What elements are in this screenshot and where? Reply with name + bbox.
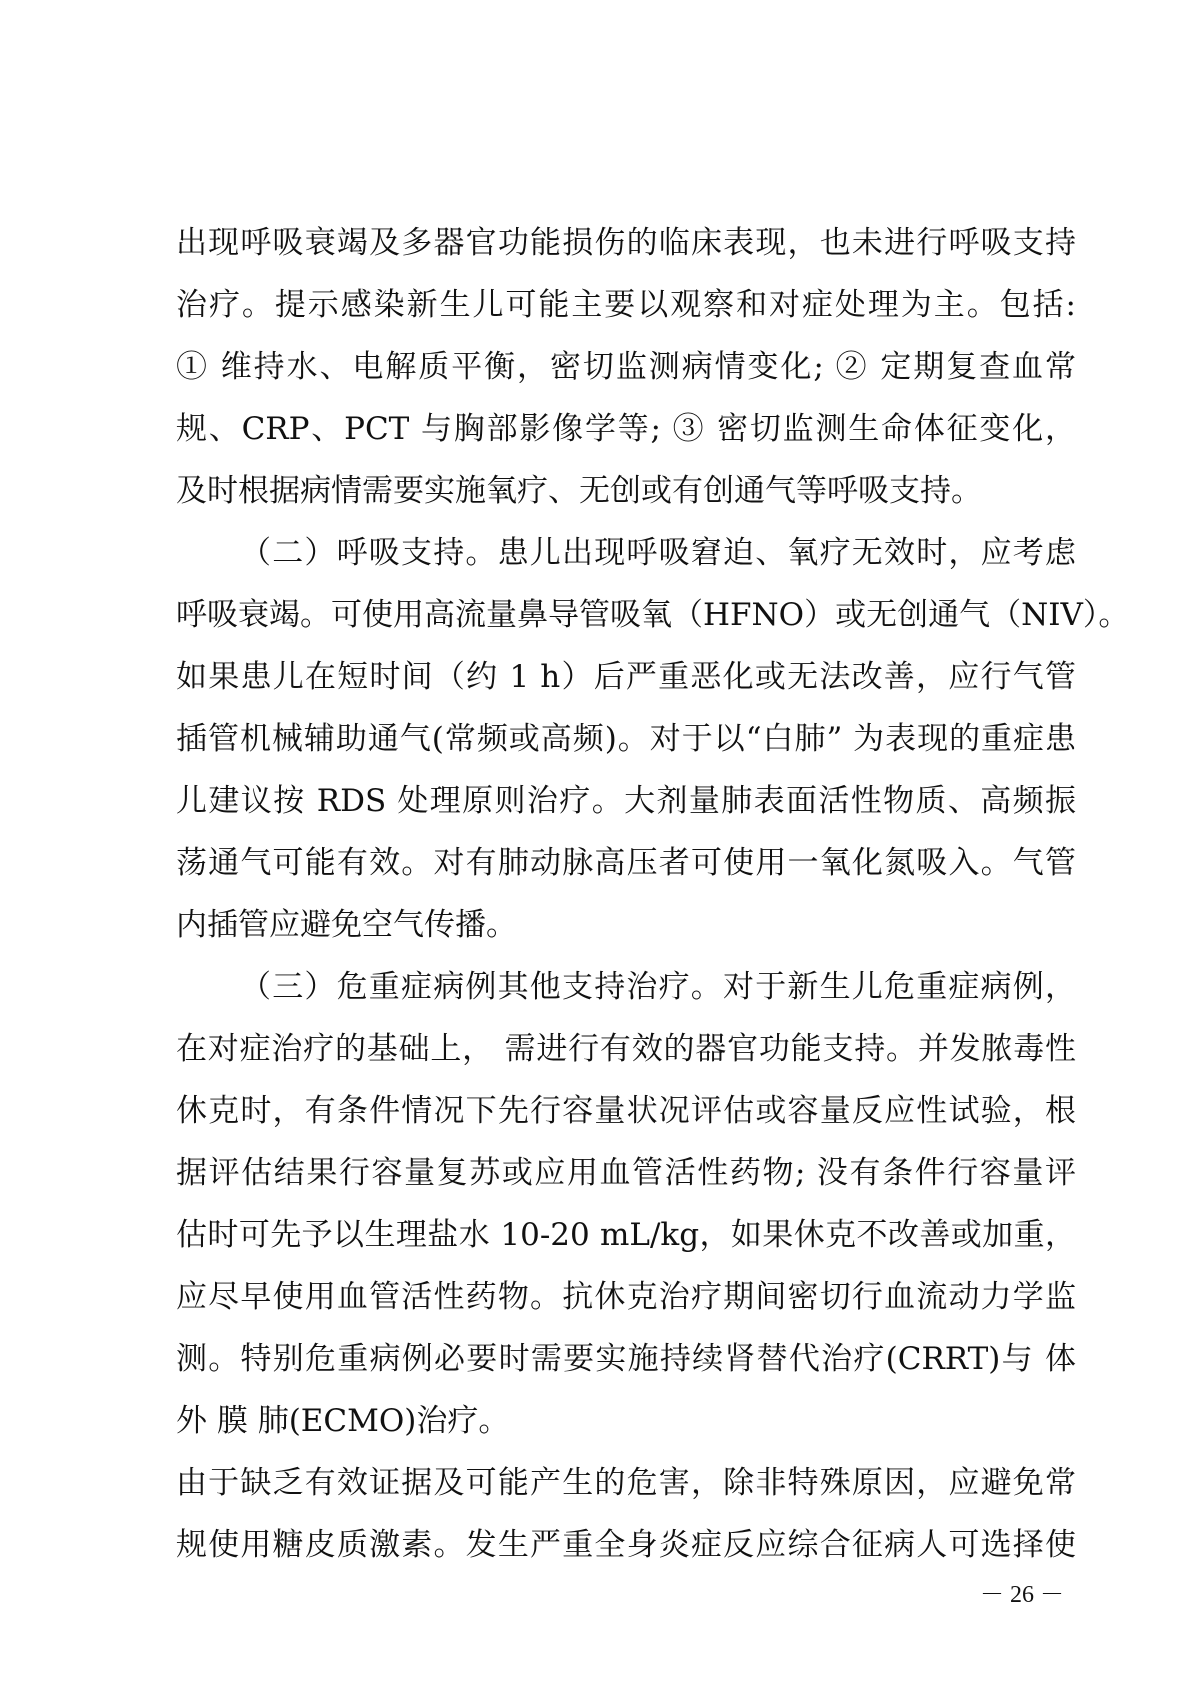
text-line: 由于缺乏有效证据及可能产生的危害，除非特殊原因，应避免常 (176, 1465, 1076, 1501)
text-line: 据评估结果行容量复苏或应用血管活性药物; 没有条件行容量评 (176, 1155, 1076, 1191)
text-line: 荡通气可能有效。对有肺动脉高压者可使用一氧化氮吸入。气管 (176, 845, 1076, 881)
section-heading-respiratory-support: （二）呼吸支持。患儿出现呼吸窘迫、氧疗无效时，应考虑 (240, 535, 1076, 571)
text-line: 休克时，有条件情况下先行容量状况评估或容量反应性试验，根 (176, 1093, 1076, 1129)
text-line: 在对症治疗的基础上， 需进行有效的器官功能支持。并发脓毒性 (176, 1031, 1076, 1067)
text-line: ① 维持水、电解质平衡，密切监测病情变化; ② 定期复查血常 (176, 349, 1076, 385)
text-line: 儿建议按 RDS 处理原则治疗。大剂量肺表面活性物质、高频振 (176, 783, 1076, 819)
text-line: 规使用糖皮质激素。发生严重全身炎症反应综合征病人可选择使 (176, 1527, 1076, 1563)
text-line: 插管机械辅助通气(常频或高频)。对于以“白肺” 为表现的重症患 (176, 721, 1076, 757)
text-line: 及时根据病情需要实施氧疗、无创或有创通气等呼吸支持。 (176, 473, 982, 509)
text-line: 出现呼吸衰竭及多器官功能损伤的临床表现，也未进行呼吸支持 (176, 225, 1076, 261)
page-number: － 26 － (980, 1582, 1064, 1608)
text-line: 外 膜 肺(ECMO)治疗。 (176, 1403, 510, 1439)
text-line: 如果患儿在短时间（约 1 h）后严重恶化或无法改善，应行气管 (176, 659, 1076, 695)
text-line: 应尽早使用血管活性药物。抗休克治疗期间密切行血流动力学监 (176, 1279, 1076, 1315)
text-line: 估时可先予以生理盐水 10-20 mL/kg，如果休克不改善或加重， (176, 1217, 1076, 1253)
text-line: 规、CRP、PCT 与胸部影像学等; ③ 密切监测生命体征变化， (176, 411, 1076, 447)
text-line: 测。特别危重病例必要时需要实施持续肾替代治疗(CRRT)与 体 (176, 1341, 1076, 1377)
section-heading-critical-support: （三）危重症病例其他支持治疗。对于新生儿危重症病例， (240, 969, 1076, 1005)
text-line: 呼吸衰竭。可使用高流量鼻导管吸氧（HFNO）或无创通气（NIV）。 (176, 597, 1130, 633)
text-line: 治疗。提示感染新生儿可能主要以观察和对症处理为主。包括: (176, 287, 1076, 323)
text-line: 内插管应避免空气传播。 (176, 907, 517, 943)
